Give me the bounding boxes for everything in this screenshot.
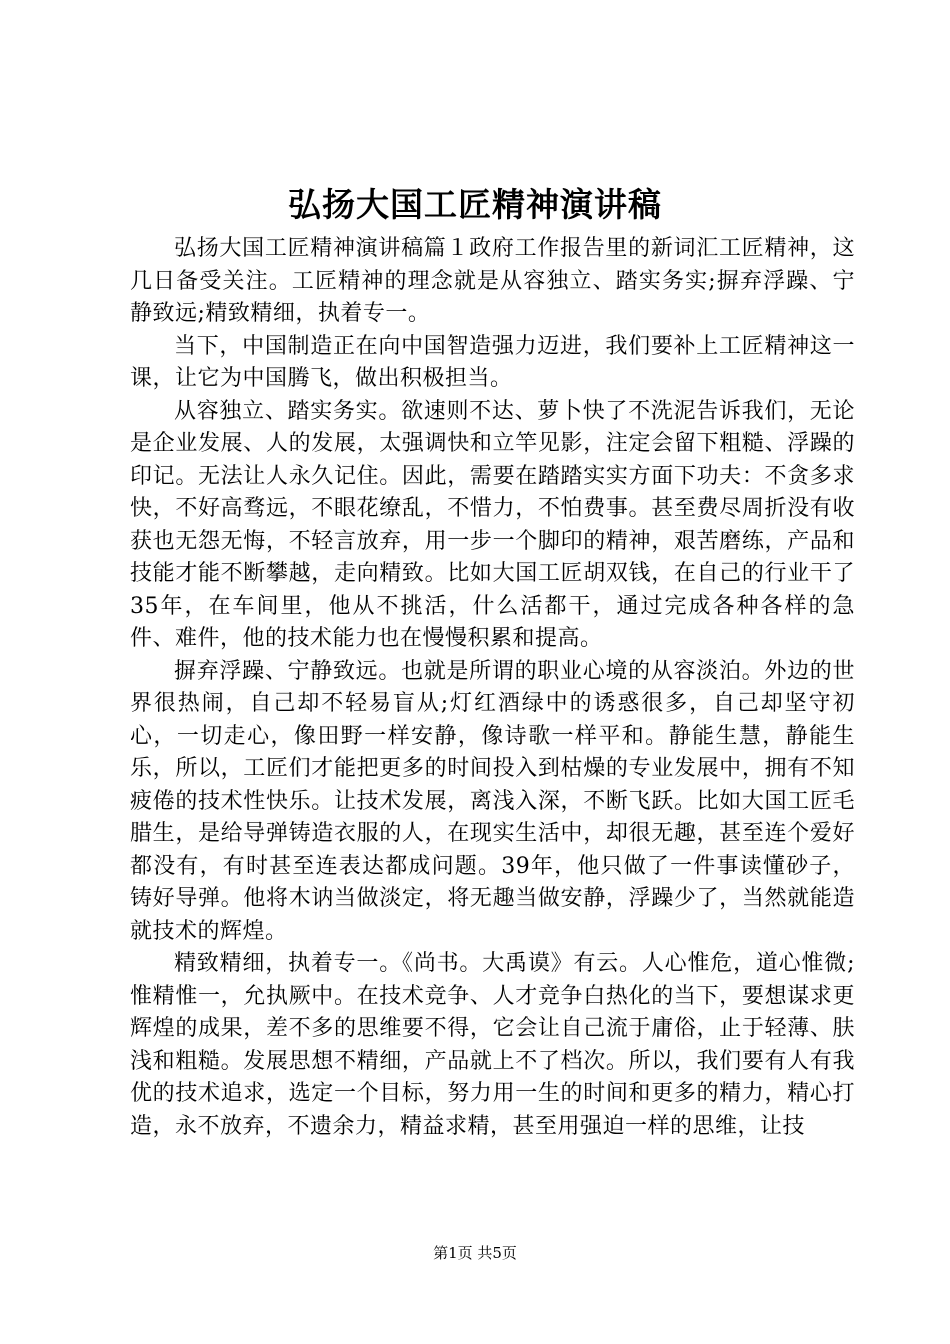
document-body xyxy=(130,233,855,1143)
page-number-footer: 第1页 共5页 xyxy=(433,1244,517,1262)
paragraph: 当下，中国制造正在向中国智造强力迈进，我们要补上工匠精神这一课，让它为中国腾飞，做出积极担当。 xyxy=(130,333,855,391)
paragraph: 摒弃浮躁、宁静致远。也就是所谓的职业心境的从容淡泊。外边的世界很热闹，自己却不轻易盲从;灯红酒绿中的诱惑很多，自己却坚守初心，一切走心，像田野一样安静，像诗歌一样平和。静能生慧，静能生乐，所以，工匠们才能把更多的时间投入到枯燥的专业发展中，拥有不知疲倦的技术性快乐。让技术发展，离浅入深，不断飞跃。比如大国工匠毛腊生，是给导弹铸造衣服的人，在现实生活中，却很无趣，甚至连个爱好都没有，有时甚至连表达都成问题。39年，他只做了一件事读懂砂子，铸好导弹。他将木讷当做淡定，将无趣当做安静，浮躁少了，当然就能造就技术的辉煌。 xyxy=(130,658,855,944)
document-title: 弘扬大国工匠精神演讲稿 xyxy=(288,185,662,224)
paragraph: 弘扬大国工匠精神演讲稿篇１政府工作报告里的新词汇工匠精神，这几日备受关注。工匠精神的理念就是从容独立、踏实务实;摒弃浮躁、宁静致远;精致精细，执着专一。 xyxy=(130,236,855,326)
paragraph: 从容独立、踏实务实。欲速则不达、萝卜快了不洗泥告诉我们，无论是企业发展、人的发展，太强调快和立竿见影，注定会留下粗糙、浮躁的印记。无法让人永久记住。因此，需要在踏踏实实方面下功夫：不贪多求快，不好高骛远，不眼花缭乱，不惜力，不怕费事。甚至费尽周折没有收获也无怨无悔，不轻言放弃，用一步一个脚印的精神，艰苦磨练，产品和技能才能不断攀越，走向精致。比如大国工匠胡双钱，在自己的行业干了35年，在车间里，他从不挑活，什么活都干，通过完成各种各样的急件、难件，他的技术能力也在慢慢积累和提高。 xyxy=(130,398,855,651)
paragraph: 精致精细，执着专一。《尚书。大禹谟》有云。人心惟危，道心惟微;惟精惟一，允执厥中。在技术竞争、人才竞争白热化的当下，要想谋求更辉煌的成果，差不多的思维要不得，它会让自己流于庸俗，止于轻薄、肤浅和粗糙。发展思想不精细，产品就上不了档次。所以，我们要有人有我优的技术追求，选定一个目标，努力用一生的时间和更多的精力，精心打造，永不放弃，不遗余力，精益求精，甚至用强迫一样的思维，让技 xyxy=(130,951,855,1139)
